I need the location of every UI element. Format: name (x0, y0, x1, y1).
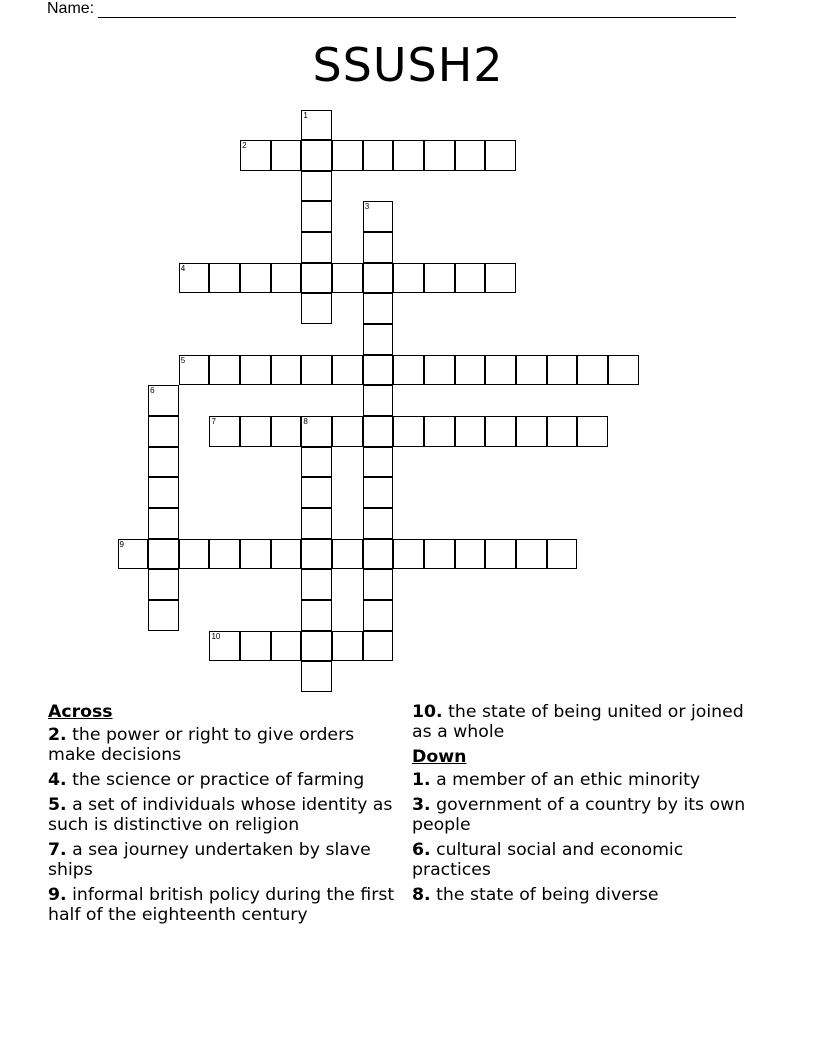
grid-cell[interactable] (301, 263, 332, 294)
grid-cell[interactable] (179, 539, 210, 570)
grid-cell[interactable] (209, 416, 240, 447)
grid-cell[interactable] (301, 171, 332, 202)
grid-cell[interactable] (179, 263, 210, 294)
down-heading: Down (412, 747, 467, 767)
clue-down-3 (412, 795, 767, 835)
clue-down-6 (412, 840, 767, 880)
grid-cell[interactable] (301, 416, 332, 447)
grid-cell[interactable] (148, 447, 179, 478)
grid-cell[interactable] (148, 508, 179, 539)
clue-across-4 (48, 770, 403, 790)
grid-cell[interactable] (393, 355, 424, 386)
grid-cell[interactable] (363, 385, 394, 416)
grid-cell[interactable] (301, 355, 332, 386)
grid-cell[interactable] (547, 416, 578, 447)
grid-cell[interactable] (301, 477, 332, 508)
grid-cell[interactable] (455, 355, 486, 386)
clue-number: 1. (412, 770, 431, 790)
clue-number: 7. (48, 840, 67, 860)
clue-across-7 (48, 840, 403, 880)
grid-cell[interactable] (516, 416, 547, 447)
grid-cell[interactable] (577, 355, 608, 386)
grid-cell[interactable] (363, 324, 394, 355)
grid-cell[interactable] (363, 477, 394, 508)
grid-cell[interactable] (179, 355, 210, 386)
grid-cell[interactable] (516, 539, 547, 570)
clue-number: 9. (48, 885, 67, 905)
grid-cell[interactable] (332, 140, 363, 171)
grid-cell[interactable] (577, 416, 608, 447)
grid-cell[interactable] (363, 140, 394, 171)
grid-cell[interactable] (332, 355, 363, 386)
clue-text: the state of being united or joined as a whole (412, 702, 744, 742)
grid-cell[interactable] (424, 355, 455, 386)
grid-cell[interactable] (332, 263, 363, 294)
grid-cell[interactable] (271, 263, 302, 294)
clue-number: 10. (412, 702, 443, 722)
cell-number: 9 (119, 539, 124, 549)
cell-number: 8 (303, 417, 308, 426)
grid-cell[interactable] (363, 201, 394, 232)
grid-cell[interactable] (424, 140, 455, 171)
clues-column-right (412, 702, 767, 910)
across-heading: Across (48, 702, 113, 722)
grid-cell[interactable] (393, 416, 424, 447)
grid-cell[interactable] (455, 263, 486, 294)
grid-cell[interactable] (363, 263, 394, 294)
grid-cell[interactable] (301, 201, 332, 232)
grid-cell[interactable] (209, 539, 240, 570)
grid-cell[interactable] (148, 477, 179, 508)
grid-cell[interactable] (301, 232, 332, 263)
grid-cell[interactable] (240, 631, 271, 662)
grid-cell[interactable] (148, 600, 179, 631)
clue-text: government of a country by its own people (412, 795, 746, 835)
grid-cell[interactable] (393, 140, 424, 171)
grid-cell[interactable] (332, 631, 363, 662)
clue-across-5 (48, 795, 403, 835)
grid-cell[interactable] (209, 631, 240, 662)
clue-text: cultural social and economic practices (412, 840, 684, 880)
clue-text: the state of being diverse (436, 885, 659, 905)
grid-cell[interactable] (608, 355, 639, 386)
grid-cell[interactable] (240, 355, 271, 386)
grid-cell[interactable] (363, 355, 394, 386)
grid-cell[interactable] (547, 355, 578, 386)
cell-number: 10 (211, 631, 221, 641)
grid-cell[interactable] (485, 140, 516, 171)
grid-cell[interactable] (148, 385, 179, 416)
grid-cell[interactable] (148, 539, 179, 570)
puzzle-title: SSUSH2 (312, 38, 504, 92)
cell-number: 3 (364, 202, 370, 212)
grid-cell[interactable] (209, 263, 240, 294)
grid-cell[interactable] (271, 631, 302, 662)
clue-text: the science or practice of farming (72, 770, 365, 790)
grid-cell[interactable] (363, 416, 394, 447)
grid-cell[interactable] (363, 631, 394, 662)
grid-cell[interactable] (363, 569, 394, 600)
grid-cell[interactable] (271, 539, 302, 570)
grid-cell[interactable] (301, 569, 332, 600)
grid-cell[interactable] (424, 539, 455, 570)
grid-cell[interactable] (301, 631, 332, 662)
cell-number: 2 (242, 141, 247, 151)
grid-cell[interactable] (455, 539, 486, 570)
cell-number: 5 (180, 355, 186, 365)
grid-cell[interactable] (363, 508, 394, 539)
clue-number: 2. (48, 725, 67, 745)
grid-cell[interactable] (485, 539, 516, 570)
grid-cell[interactable] (240, 263, 271, 294)
grid-cell[interactable] (240, 416, 271, 447)
grid-cell[interactable] (271, 140, 302, 171)
clue-number: 3. (412, 795, 431, 815)
grid-cell[interactable] (485, 355, 516, 386)
grid-cell[interactable] (301, 110, 332, 141)
name-label: Name: (47, 0, 95, 17)
clue-text: a sea journey undertaken by slave ships (48, 840, 371, 880)
grid-cell[interactable] (363, 600, 394, 631)
grid-cell[interactable] (301, 539, 332, 570)
cell-number: 1 (303, 110, 308, 120)
clue-across-10 (412, 702, 767, 742)
grid-cell[interactable] (301, 140, 332, 171)
grid-cell[interactable] (301, 661, 332, 692)
grid-cell[interactable] (363, 232, 394, 263)
grid-cell[interactable] (424, 416, 455, 447)
clue-text: informal british policy during the first half of the eighteenth century (48, 885, 395, 925)
grid-cell[interactable] (148, 416, 179, 447)
grid-cell[interactable] (455, 140, 486, 171)
grid-cell[interactable] (301, 447, 332, 478)
clue-number: 4. (48, 770, 67, 790)
grid-cell[interactable] (455, 416, 486, 447)
grid-cell[interactable] (485, 416, 516, 447)
grid-cell[interactable] (516, 355, 547, 386)
grid-cell[interactable] (393, 263, 424, 294)
grid-cell[interactable] (332, 416, 363, 447)
clue-across-2 (48, 725, 403, 765)
grid-cell[interactable] (363, 293, 394, 324)
grid-cell[interactable] (547, 539, 578, 570)
grid-cell[interactable] (271, 355, 302, 386)
grid-cell[interactable] (424, 263, 455, 294)
grid-cell[interactable] (209, 355, 240, 386)
grid-cell[interactable] (148, 569, 179, 600)
clue-text: the power or right to give orders make decisions (48, 725, 355, 765)
clues-column-left (48, 702, 403, 930)
clue-number: 6. (412, 840, 431, 860)
grid-cell[interactable] (301, 293, 332, 324)
clue-down-1 (412, 770, 767, 790)
clue-text: a set of individuals whose identity as such is distinctive on religion (48, 795, 393, 835)
cell-number: 6 (150, 386, 155, 396)
clue-number: 5. (48, 795, 67, 815)
grid-cell[interactable] (363, 447, 394, 478)
grid-cell[interactable] (393, 539, 424, 570)
cell-number: 7 (211, 417, 216, 426)
name-underline (98, 3, 736, 18)
grid-cell[interactable] (301, 600, 332, 631)
grid-cell[interactable] (118, 539, 149, 570)
clue-number: 8. (412, 885, 431, 905)
grid-cell[interactable] (332, 539, 363, 570)
grid-cell[interactable] (485, 263, 516, 294)
name-field (47, 0, 736, 18)
grid-cell[interactable] (240, 140, 271, 171)
clue-across-9 (48, 885, 403, 925)
grid-cell[interactable] (271, 416, 302, 447)
cell-number: 4 (180, 263, 186, 273)
grid-cell[interactable] (240, 539, 271, 570)
clue-text: a member of an ethic minority (436, 770, 701, 790)
grid-cell[interactable] (363, 539, 394, 570)
grid-cell[interactable] (301, 508, 332, 539)
clue-down-8 (412, 885, 767, 905)
